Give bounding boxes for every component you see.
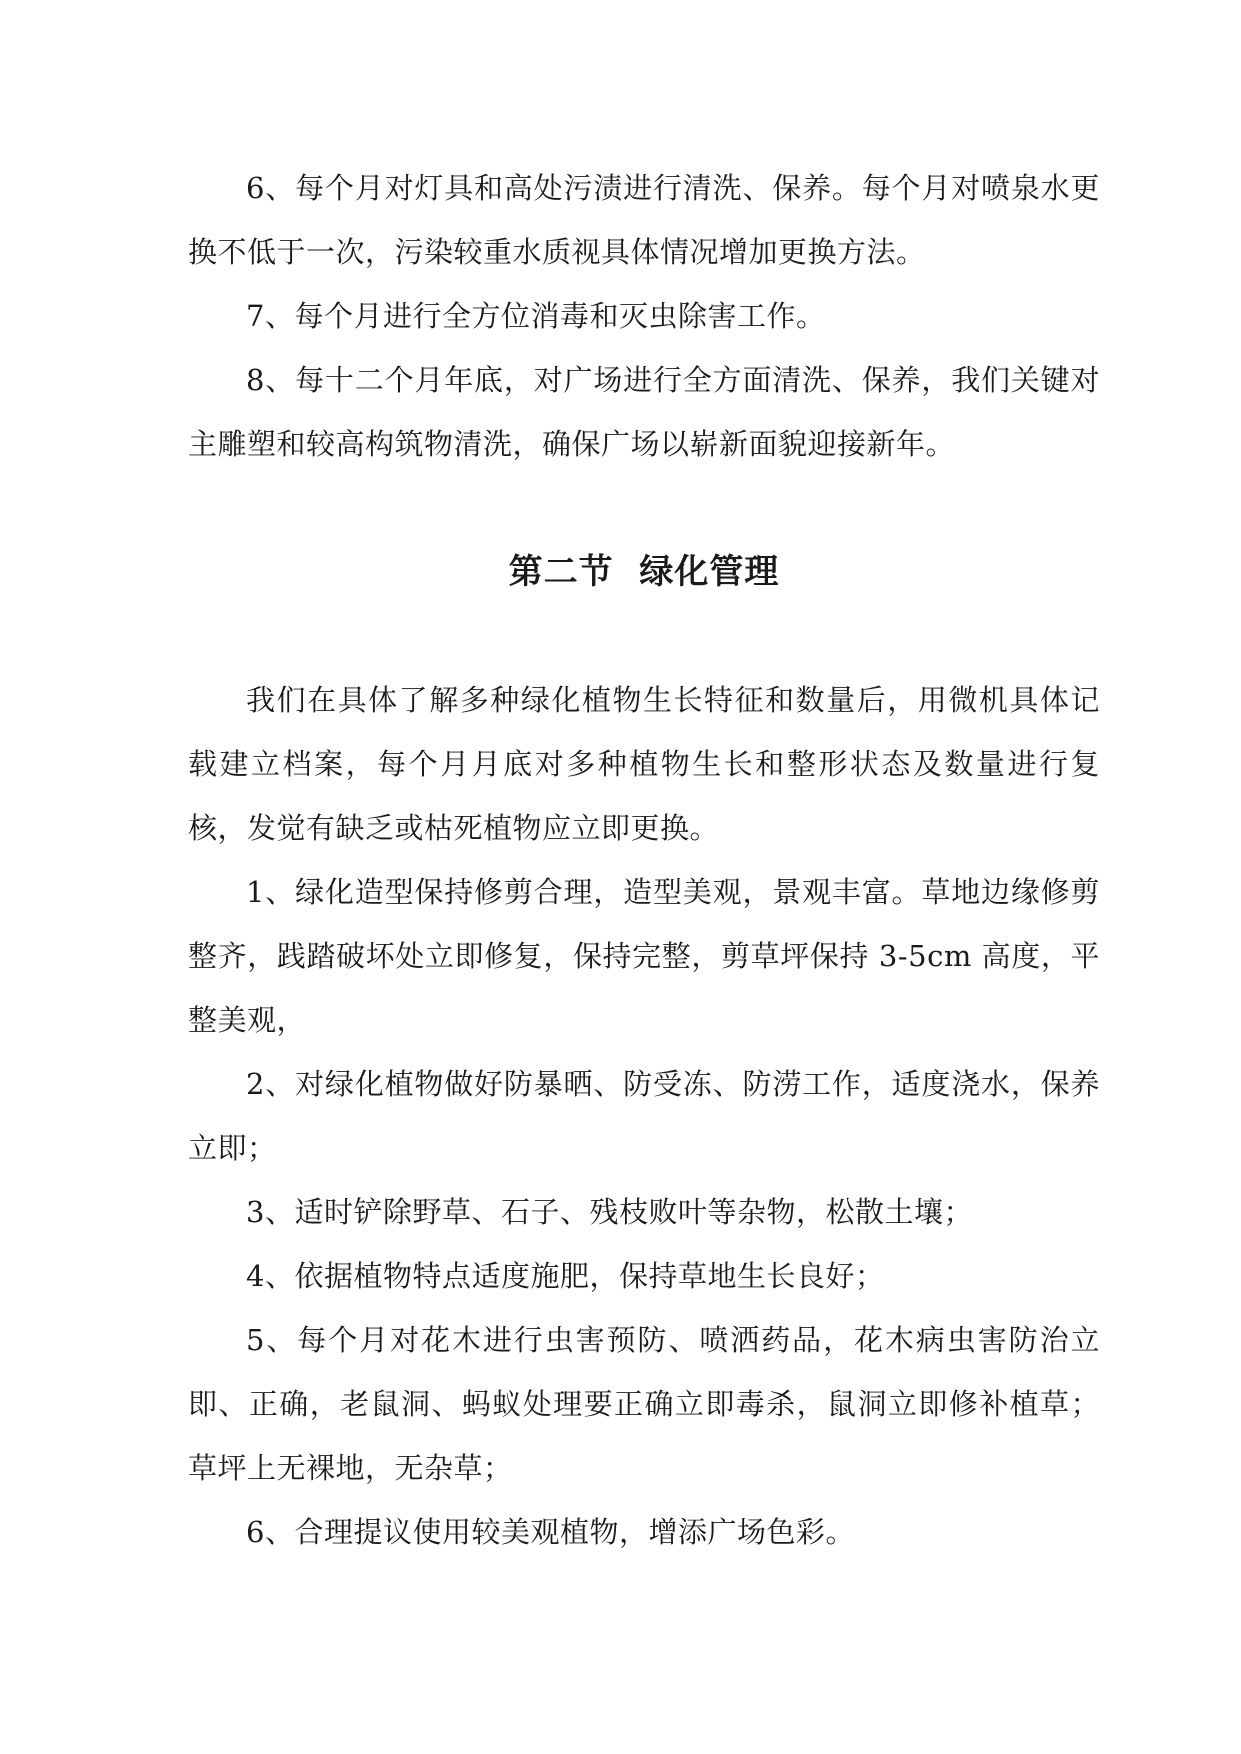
- greening-item-4: 4、依据植物特点适度施肥，保持草地生长良好；: [246, 1259, 885, 1293]
- greening-item-2: 2、对绿化植物做好防暴晒、防受冻、防涝工作，适度浇水，保养立即；: [188, 1067, 1100, 1165]
- paragraph-item-7: 7、每个月进行全方位消毒和灭虫除害工作。: [246, 299, 826, 333]
- section-heading: 第二节 绿化管理: [508, 552, 780, 592]
- section-intro-paragraph: 我们在具体了解多种绿化植物生长特征和数量后，用微机具体记载建立档案，每个月月底对多种植物生长和整形状态及数量进行复核，发觉有缺乏或枯死植物应立即更换。: [188, 683, 1100, 845]
- document-body: [188, 156, 1100, 1564]
- greening-item-3: 3、适时铲除野草、石子、残枝败叶等杂物，松散土壤；: [246, 1195, 973, 1229]
- greening-item-6: 6、合理提议使用较美观植物，增添广场色彩。: [246, 1515, 855, 1549]
- paragraph-item-8: 8、每十二个月年底，对广场进行全方面清洗、保养，我们关键对主雕塑和较高构筑物清洗，确保广场以崭新面貌迎接新年。: [188, 363, 1100, 461]
- greening-item-1: 1、绿化造型保持修剪合理，造型美观，景观丰富。草地边缘修剪整齐，践踏破坏处立即修复，保持完整，剪草坪保持 3-5cm 高度，平整美观，: [188, 875, 1100, 1037]
- paragraph-item-6: 6、每个月对灯具和高处污渍进行清洗、保养。每个月对喷泉水更换不低于一次，污染较重水质视具体情况增加更换方法。: [188, 171, 1100, 269]
- greening-item-5: 5、每个月对花木进行虫害预防、喷洒药品，花木病虫害防治立即、正确，老鼠洞、蚂蚁处理要正确立即毒杀，鼠洞立即修补植草；草坪上无裸地，无杂草；: [188, 1323, 1100, 1485]
